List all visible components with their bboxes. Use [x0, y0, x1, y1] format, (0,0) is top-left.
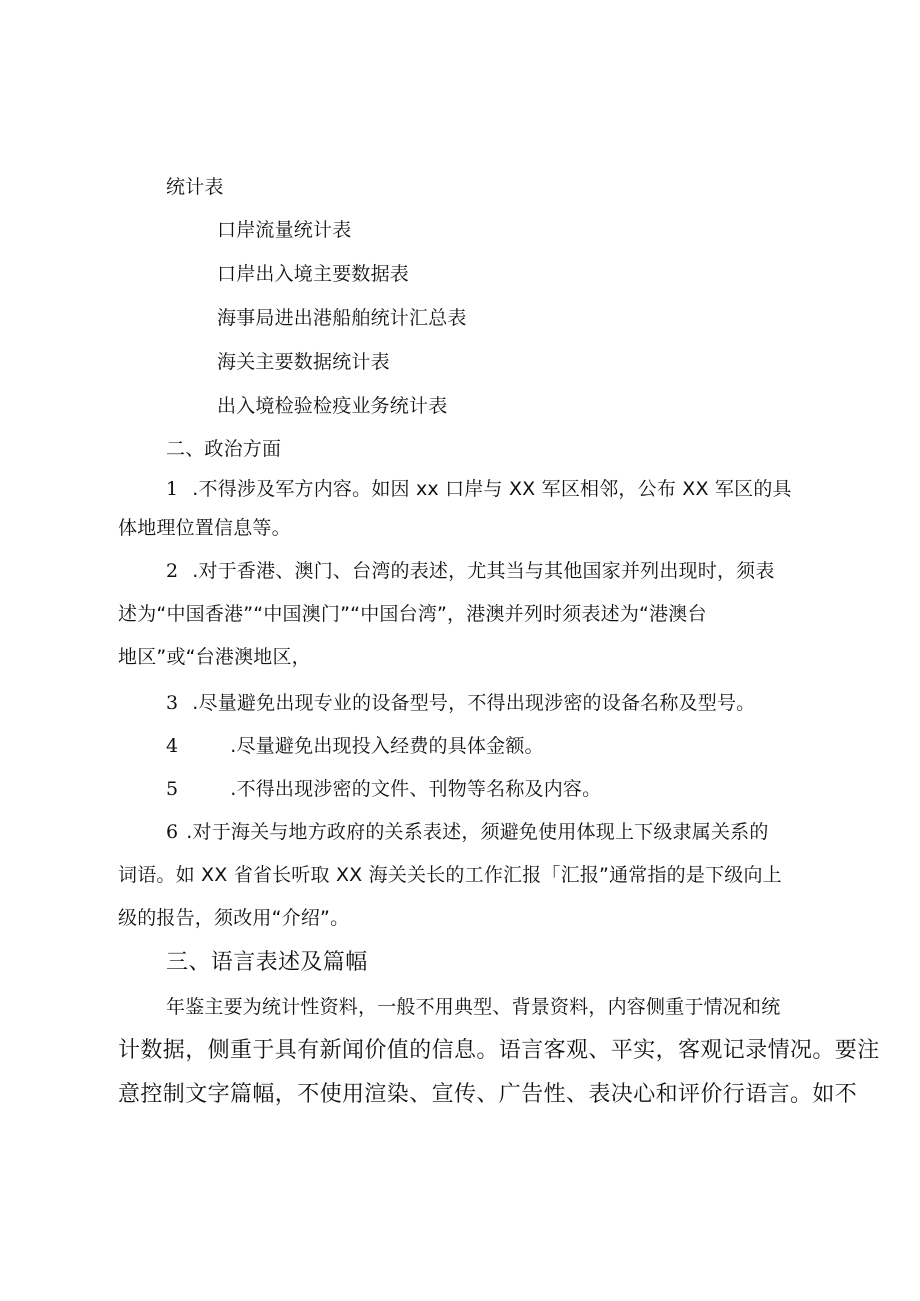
paragraph-line-3: 意控制文字篇幅，不使用渲染、宣传、广告性、表决心和评价行语言。如不: [118, 1082, 858, 1107]
list-item-4-line-1: 4 .尽量避免出现投入经费的具体金额。: [166, 735, 544, 757]
paragraph-line-2: 计数据，侧重于具有新闻价值的信息。语言客观、平实，客观记录情况。要注: [118, 1038, 880, 1063]
stats-item-customs-data: 海关主要数据统计表: [217, 351, 390, 373]
list-item-number: 6: [166, 821, 179, 843]
paragraph-line-1: 年鉴主要为统计性资料，一般不用典型、背景资料，内容侧重于情况和统: [166, 996, 781, 1018]
list-item-number: 1: [166, 478, 179, 500]
list-item-6-line-2: 词语。如 XX 省省长听取 XX 海关关长的工作汇报「汇报”通常指的是下级向上: [118, 864, 782, 886]
list-item-number: 4: [166, 735, 179, 757]
list-item-2-line-3: 地区”或“台港澳地区，: [118, 646, 311, 668]
stats-heading: 统计表: [166, 176, 224, 198]
list-item-number: 2: [166, 560, 179, 582]
list-item-number: 3: [166, 692, 179, 714]
list-item-1-line-2: 体地理位置信息等。: [118, 517, 291, 539]
list-item-2-line-1: 2 .对于香港、澳门、台湾的表述，尤其当与其他国家并列出现时，须表: [166, 560, 775, 582]
section-heading-language: 三、语言表述及篇幅: [166, 950, 368, 975]
list-item-2-line-2: 述为“中国香港”“中国澳门”“中国台湾”，港澳并列时须表述为“港澳台: [118, 603, 707, 625]
stats-item-port-entry-exit: 口岸出入境主要数据表: [217, 263, 410, 285]
list-item-5-line-1: 5 .不得出现涉密的文件、刊物等名称及内容。: [166, 778, 602, 800]
list-item-1-line-1: 1 .不得涉及军方内容。如因 xx 口岸与 XX 军区相邻，公布 XX 军区的具: [166, 478, 792, 500]
section-heading-politics: 二、政治方面: [166, 438, 282, 460]
list-item-number: 5: [166, 778, 179, 800]
stats-item-port-flow: 口岸流量统计表: [217, 219, 352, 241]
list-item-3-line-1: 3 .尽量避免出现专业的设备型号，不得出现涉密的设备名称及型号。: [166, 692, 756, 714]
stats-item-inspection-quarantine: 出入境检验检疫业务统计表: [217, 395, 448, 417]
list-item-6-line-3: 级的报告，须改用“介绍”。: [118, 907, 350, 929]
list-item-6-line-1: 6 .对于海关与地方政府的关系表述，须避免使用体现上下级隶属关系的: [166, 821, 769, 843]
stats-item-maritime-ships: 海事局进出港船舶统计汇总表: [217, 307, 467, 329]
